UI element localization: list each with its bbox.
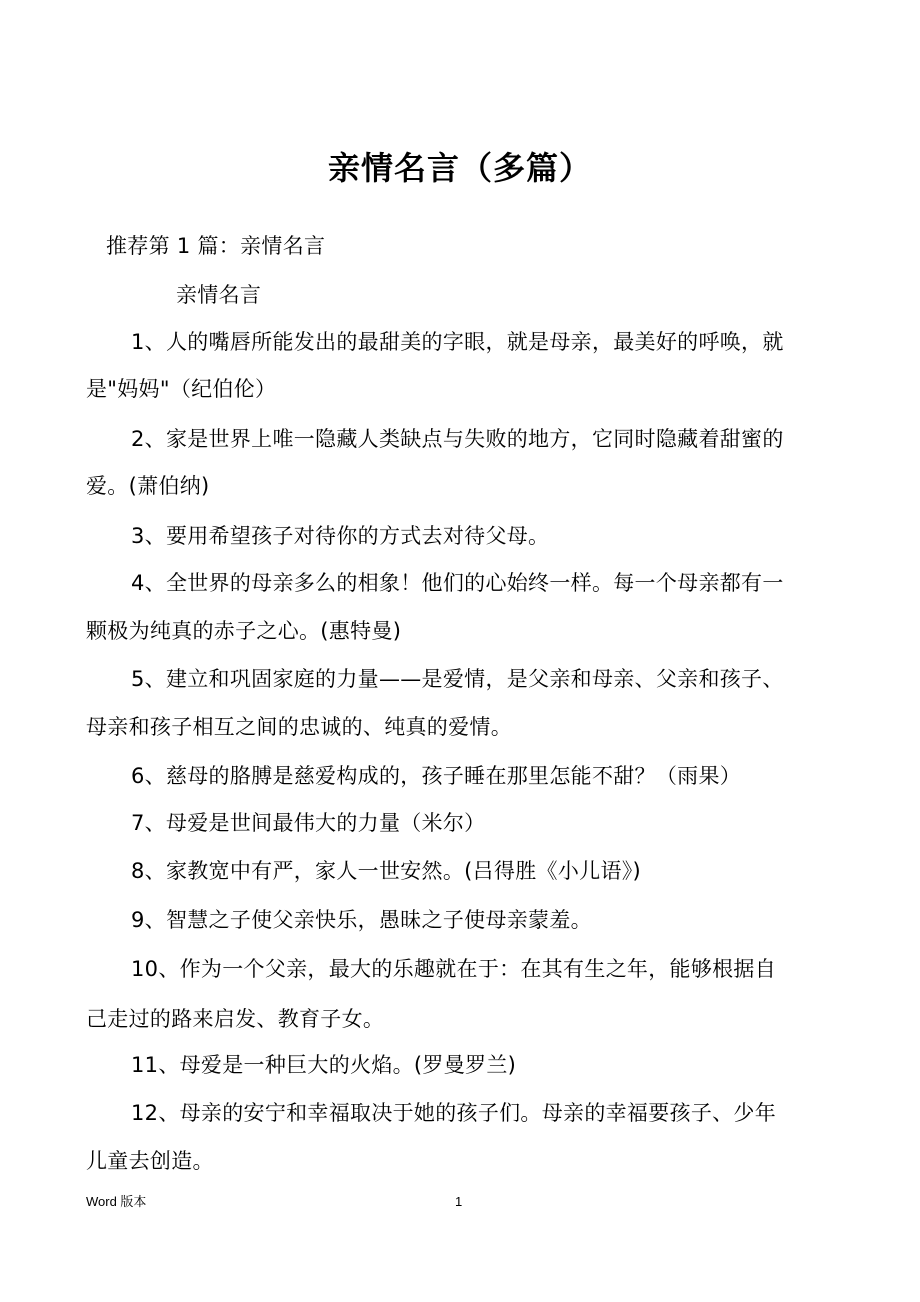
quote-line: 3、要用希望孩子对待你的方式去对待父母。 — [131, 524, 550, 548]
quote-line: 己走过的路来启发、教育子女。 — [86, 1007, 385, 1031]
quote-line: 是"妈妈"（纪伯伦） — [86, 377, 277, 401]
quote-line: 8、家教宽中有严，家人一世安然。(吕得胜《小儿语》) — [131, 859, 642, 883]
quote-line: 爱。(萧伯纳) — [86, 474, 210, 498]
footer-page-number: 1 — [455, 1194, 463, 1209]
quote-line: 6、慈母的胳膊是慈爱构成的，孩子睡在那里怎能不甜？（雨果） — [131, 764, 742, 788]
quote-line: 11、母爱是一种巨大的火焰。(罗曼罗兰) — [131, 1053, 517, 1077]
quote-line: 母亲和孩子相互之间的忠诚的、纯真的爱情。 — [86, 715, 512, 739]
sub-heading: 亲情名言 — [176, 283, 262, 307]
footer-version-label: Word 版本 — [86, 1194, 147, 1209]
quote-line: 7、母爱是世间最伟大的力量（米尔） — [131, 811, 486, 835]
quote-line: 2、家是世界上唯一隐藏人类缺点与失败的地方，它同时隐藏着甜蜜的 — [131, 427, 784, 451]
quote-line: 4、全世界的母亲多么的相象！他们的心始终一样。每一个母亲都有一 — [131, 571, 784, 595]
quote-line: 颗极为纯真的赤子之心。(惠特曼) — [86, 619, 402, 643]
quote-line: 9、智慧之子使父亲快乐，愚昧之子使母亲蒙羞。 — [131, 908, 592, 932]
quote-line: 10、作为一个父亲，最大的乐趣就在于：在其有生之年，能够根据自 — [131, 957, 777, 981]
quote-line: 1、人的嘴唇所能发出的最甜美的字眼，就是母亲，最美好的呼唤，就 — [131, 330, 784, 354]
document-title: 亲情名言（多篇） — [327, 149, 592, 187]
quote-line: 5、建立和巩固家庭的力量——是爱情，是父亲和母亲、父亲和孩子、 — [131, 667, 784, 691]
recommend-heading: 推荐第 1 篇：亲情名言 — [106, 234, 326, 258]
quote-line: 儿童去创造。 — [86, 1149, 214, 1173]
quote-line: 12、母亲的安宁和幸福取决于她的孩子们。母亲的幸福要孩子、少年 — [131, 1101, 777, 1125]
